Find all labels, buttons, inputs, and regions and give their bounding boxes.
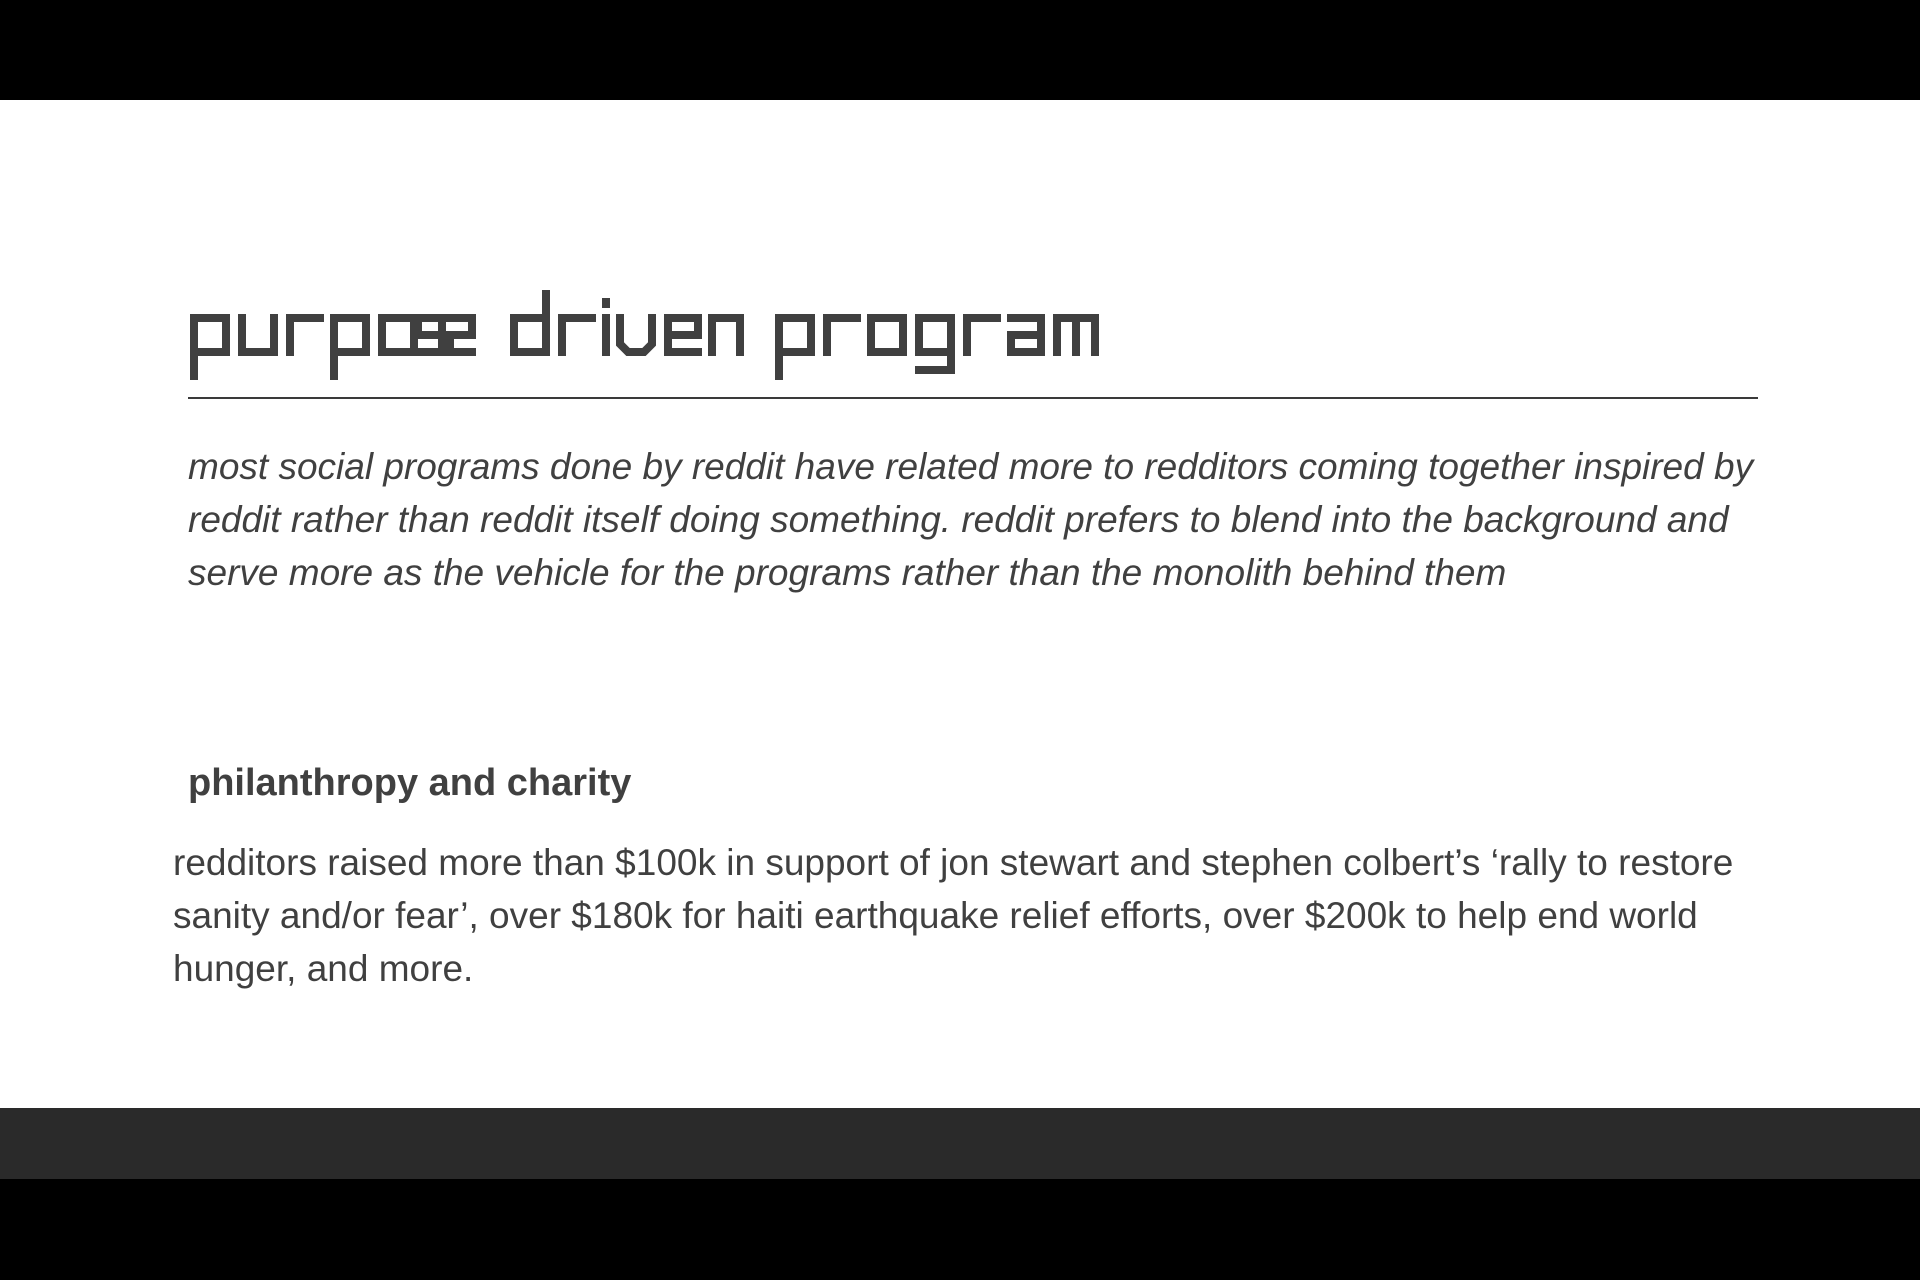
section-heading: philanthropy and charity [188, 762, 632, 804]
section-body: redditors raised more than $100k in support of jon stewart and stephen colbert’s ‘rally to restore sanity and/or fear’, over $180k for haiti earthquake relief efforts, over $200k to help end world hunger, and more. [173, 842, 1734, 989]
slide-footer-bar [0, 1108, 1920, 1179]
title-word-programs [775, 280, 1120, 380]
letterbox-bottom [0, 1179, 1920, 1280]
lead-paragraph: most social programs done by reddit have related more to redditors coming together inspired by reddit rather than reddit itself doing something. reddit prefers to blend into the background and serve more as the vehicle for the programs rather than the monolith behind them [188, 446, 1754, 593]
slide [0, 100, 1920, 1108]
title-divider [188, 397, 1758, 399]
slide-title [190, 280, 1120, 380]
title-word-driven [510, 280, 745, 380]
title-word-purpose [190, 280, 480, 380]
letterbox-top [0, 0, 1920, 100]
